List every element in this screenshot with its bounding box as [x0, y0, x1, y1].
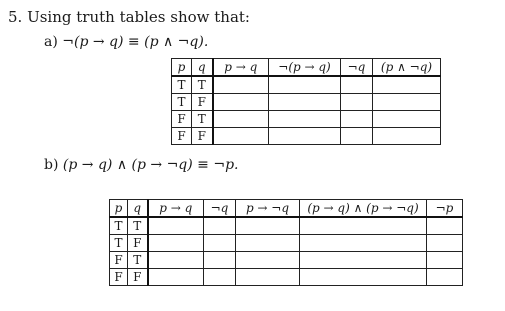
part-b-label: b) — [44, 157, 59, 173]
table-b-header-cell: p — [110, 200, 128, 218]
table-b-value-cell: F — [110, 252, 128, 269]
table-a-blank-cell[interactable] — [373, 111, 441, 128]
question-title: 5. Using truth tables show that: — [8, 8, 250, 26]
table-b-header-cell: (p → q) ∧ (p → ¬q) — [300, 200, 427, 218]
table-a-header-cell: ¬q — [341, 59, 373, 77]
table-a-blank-cell[interactable] — [269, 128, 341, 145]
table-b-blank-cell[interactable] — [300, 269, 427, 286]
table-a-blank-cell[interactable] — [373, 94, 441, 111]
table-a-value-cell: T — [172, 76, 192, 94]
table-b-blank-cell[interactable] — [300, 217, 427, 235]
table-a-row — [172, 94, 441, 111]
table-b-header-row — [110, 200, 463, 218]
table-b-value-cell: F — [110, 269, 128, 286]
table-b-blank-cell[interactable] — [427, 217, 463, 235]
table-b-blank-cell[interactable] — [300, 235, 427, 252]
table-a-header-cell: p — [172, 59, 192, 77]
table-b-value-cell: T — [110, 217, 128, 235]
table-b-header-cell: q — [128, 200, 148, 218]
table-a-header-cell: ¬(p → q) — [269, 59, 341, 77]
table-b-blank-cell[interactable] — [236, 217, 300, 235]
table-a-blank-cell[interactable] — [213, 128, 269, 145]
table-b-blank-cell[interactable] — [148, 252, 204, 269]
part-b-formula: (p → q) ∧ (p → ¬q) ≡ ¬p. — [62, 157, 239, 173]
table-a-value-cell: T — [192, 111, 213, 128]
table-b-header-cell: ¬p — [427, 200, 463, 218]
table-a-blank-cell[interactable] — [341, 128, 373, 145]
part-a-formula: ¬(p → q) ≡ (p ∧ ¬q). — [62, 34, 209, 50]
table-a-blank-cell[interactable] — [213, 94, 269, 111]
table-a-blank-cell[interactable] — [341, 94, 373, 111]
table-a-value-cell: T — [172, 94, 192, 111]
table-b-value-cell: T — [110, 235, 128, 252]
table-a-blank-cell[interactable] — [269, 76, 341, 94]
table-a-header-cell: (p ∧ ¬q) — [373, 59, 441, 77]
truth-table-b — [109, 199, 463, 286]
table-b-header-cell: p → q — [148, 200, 204, 218]
table-a-row — [172, 76, 441, 94]
table-b-blank-cell[interactable] — [236, 269, 300, 286]
table-b-blank-cell[interactable] — [236, 252, 300, 269]
table-a-row — [172, 128, 441, 145]
table-a-blank-cell[interactable] — [341, 111, 373, 128]
table-b-blank-cell[interactable] — [204, 235, 236, 252]
table-b-value-cell: T — [128, 252, 148, 269]
table-b-blank-cell[interactable] — [427, 235, 463, 252]
table-b-blank-cell[interactable] — [204, 252, 236, 269]
table-a-blank-cell[interactable] — [373, 76, 441, 94]
table-b-blank-cell[interactable] — [204, 217, 236, 235]
table-b-blank-cell[interactable] — [148, 269, 204, 286]
table-a-blank-cell[interactable] — [341, 76, 373, 94]
table-a-header-row — [172, 59, 441, 77]
table-a-header-cell: p → q — [213, 59, 269, 77]
table-b-value-cell: F — [128, 269, 148, 286]
table-b-blank-cell[interactable] — [148, 235, 204, 252]
table-a-value-cell: F — [192, 94, 213, 111]
truth-table-a — [171, 58, 441, 145]
table-a-header-cell: q — [192, 59, 213, 77]
table-a-row — [172, 111, 441, 128]
part-a-statement — [44, 34, 208, 50]
table-a-value-cell: T — [192, 76, 213, 94]
table-a-blank-cell[interactable] — [269, 111, 341, 128]
table-a-value-cell: F — [192, 128, 213, 145]
part-a-label: a) — [44, 34, 58, 50]
table-a-blank-cell[interactable] — [213, 76, 269, 94]
table-b-blank-cell[interactable] — [236, 235, 300, 252]
table-b-blank-cell[interactable] — [427, 252, 463, 269]
part-b-statement — [44, 157, 239, 173]
table-b-header-cell: p → ¬q — [236, 200, 300, 218]
table-a-value-cell: F — [172, 111, 192, 128]
table-b-row — [110, 217, 463, 235]
table-b-header-cell: ¬q — [204, 200, 236, 218]
table-a-blank-cell[interactable] — [269, 94, 341, 111]
table-b-blank-cell[interactable] — [300, 252, 427, 269]
table-a-blank-cell[interactable] — [373, 128, 441, 145]
table-b-blank-cell[interactable] — [204, 269, 236, 286]
table-b-blank-cell[interactable] — [148, 217, 204, 235]
table-a-blank-cell[interactable] — [213, 111, 269, 128]
table-b-value-cell: T — [128, 217, 148, 235]
table-b-value-cell: F — [128, 235, 148, 252]
table-b-blank-cell[interactable] — [427, 269, 463, 286]
table-b-row — [110, 252, 463, 269]
table-b-row — [110, 235, 463, 252]
table-b-row — [110, 269, 463, 286]
table-a-value-cell: F — [172, 128, 192, 145]
